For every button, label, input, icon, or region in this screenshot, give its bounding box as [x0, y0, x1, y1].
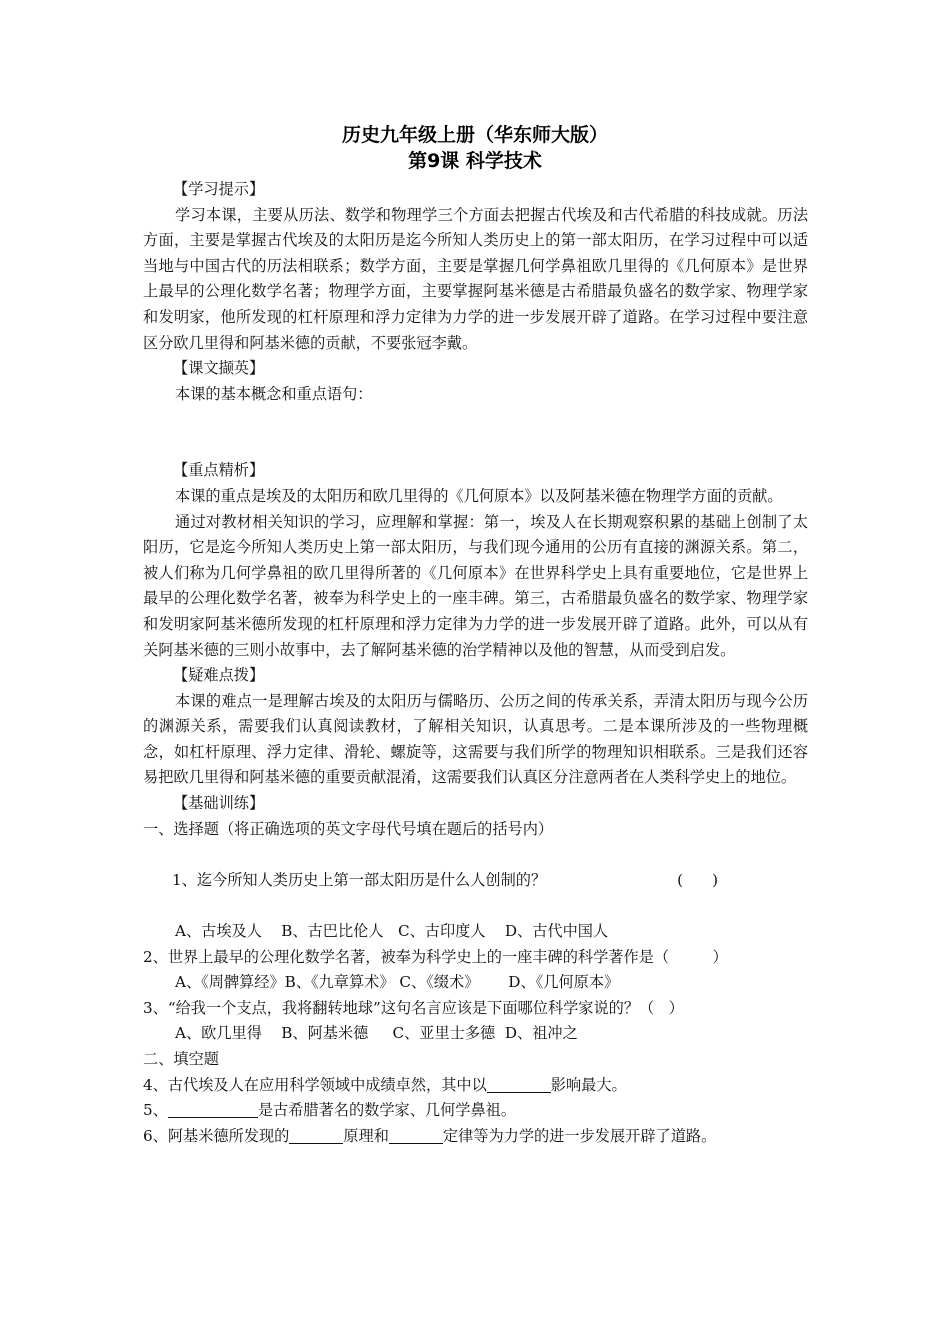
- question-4: [143, 1073, 808, 1099]
- question-6-after: 定律等为力学的进一步发展开辟了道路。: [442, 1126, 717, 1145]
- blank-line: [487, 1074, 551, 1093]
- question-6: [143, 1124, 808, 1150]
- question-4-before: 4、古代埃及人在应用科学领域中成绩卓然，其中以: [143, 1075, 487, 1094]
- excerpt-paragraph: 本课的基本概念和重点语句：: [175, 384, 373, 403]
- lesson-title: 第9课 科学技术: [408, 150, 542, 172]
- tips-paragraph: 学习本课，主要从历法、数学和物理学三个方面去把握古代埃及和古代希腊的科技成就。历法方面，主要是掌握古代埃及的太阳历是迄今所知人类历史上的第一部太阳历，在学习过程中可以适当地与中国古代的历法相联系；数学方面，主要是掌握几何学鼻祖欧几里得的《几何原本》是世界上最早的公理化数学名著；物理学方面，主要掌握阿基米德是古希腊最负盛名的数学家、物理学家和发明家，他所发现的杠杆原理和浮力定律为力学的进一步发展开辟了道路。在学习过程中要注意区分欧几里得和阿基米德的贡献，不要张冠李戴。: [143, 205, 808, 352]
- blank-space: [143, 407, 808, 458]
- question-3-options: A、欧几里得 B、阿基米德 C、亚里士多德 D、祖冲之: [175, 1024, 578, 1043]
- fill-heading: 二、填空题: [143, 1050, 219, 1068]
- document-title: 历史九年级上册（华东师大版）: [341, 124, 608, 146]
- question-2: 2、世界上最早的公理化数学名著，被奉为科学史上的一座丰碑的科学著作是（ ）: [143, 947, 728, 966]
- question-5-after: 是古希腊著名的数学家、几何学鼻祖。: [257, 1101, 517, 1120]
- section-heading-tips: 【学习提示】: [173, 180, 265, 198]
- question-1-options: A、古埃及人 B、古巴比伦人 C、古印度人 D、古代中国人: [175, 922, 609, 941]
- question-6-middle: 原理和: [343, 1126, 389, 1145]
- question-4-after: 影响最大。: [550, 1075, 627, 1094]
- section-heading-training: 【基础训练】: [173, 794, 265, 813]
- section-heading-difficult: 【疑难点拨】: [173, 666, 265, 685]
- blank-line: [289, 1125, 343, 1144]
- choice-heading: 一、选择题（将正确选项的英文字母代号填在题后的括号内）: [143, 819, 554, 838]
- question-6-before: 6、阿基米德所发现的: [143, 1126, 290, 1145]
- blank-line: [168, 1099, 258, 1118]
- question-5: [143, 1098, 808, 1124]
- blank-line: [389, 1125, 443, 1144]
- difficult-paragraph: 本课的难点一是理解古埃及的太阳历与儒略历、公历之间的传承关系，弄清太阳历与现今公历的渊源关系，需要我们认真阅读教材，了解相关知识，认真思考。二是本课所涉及的一些物理概念，如杠杆原理、浮力定律、滑轮、螺旋等，这需要与我们所学的物理知识相联系。三是我们还容易把欧几里得和阿基米德的重要贡献混淆，这需要我们认真区分注意两者在人类科学史上的地位。: [143, 691, 808, 787]
- key-paragraph-2: 通过对教材相关知识的学习，应理解和掌握：第一，埃及人在长期观察积累的基础上创制了太阳历，它是迄今所知人类历史上第一部太阳历，与我们现今通用的公历有直接的渊源关系。第二，被人们称为几何学鼻祖的欧几里得所著的《几何原本》在世界科学史上具有重要地位，它是世界上最早的公理化数学名著，被奉为科学史上的一座丰碑。第三，古希腊最负盛名的数学家、物理学家和发明家阿基米德所发现的杠杆原理和浮力定律为力学的进一步发展开辟了道路。此外，可以从有关阿基米德的三则小故事中，去了解阿基米德的治学精神以及他的智慧，从而受到启发。: [143, 512, 808, 659]
- question-1: [143, 842, 808, 919]
- question-1-text: 1、迄今所知人类历史上第一部太阳历是什么人创制的？: [171, 870, 547, 889]
- question-3: 3、“给我一个支点，我将翻转地球”这句名言应该是下面哪位科学家说的？（ ）: [143, 998, 684, 1017]
- key-paragraph-1: 本课的重点是埃及的太阳历和欧几里得的《几何原本》以及阿基米德在物理学方面的贡献。: [175, 486, 783, 505]
- question-2-options: A、《周髀算经》B、《九章算术》 C、《缀术》 D、《几何原本》: [175, 973, 620, 992]
- document-body: [143, 177, 808, 1149]
- section-heading-excerpt: 【课文撷英】: [173, 359, 265, 378]
- answer-paren-1: ( ): [677, 870, 718, 889]
- question-5-before: 5、: [143, 1101, 168, 1120]
- section-heading-key: 【重点精析】: [173, 461, 265, 480]
